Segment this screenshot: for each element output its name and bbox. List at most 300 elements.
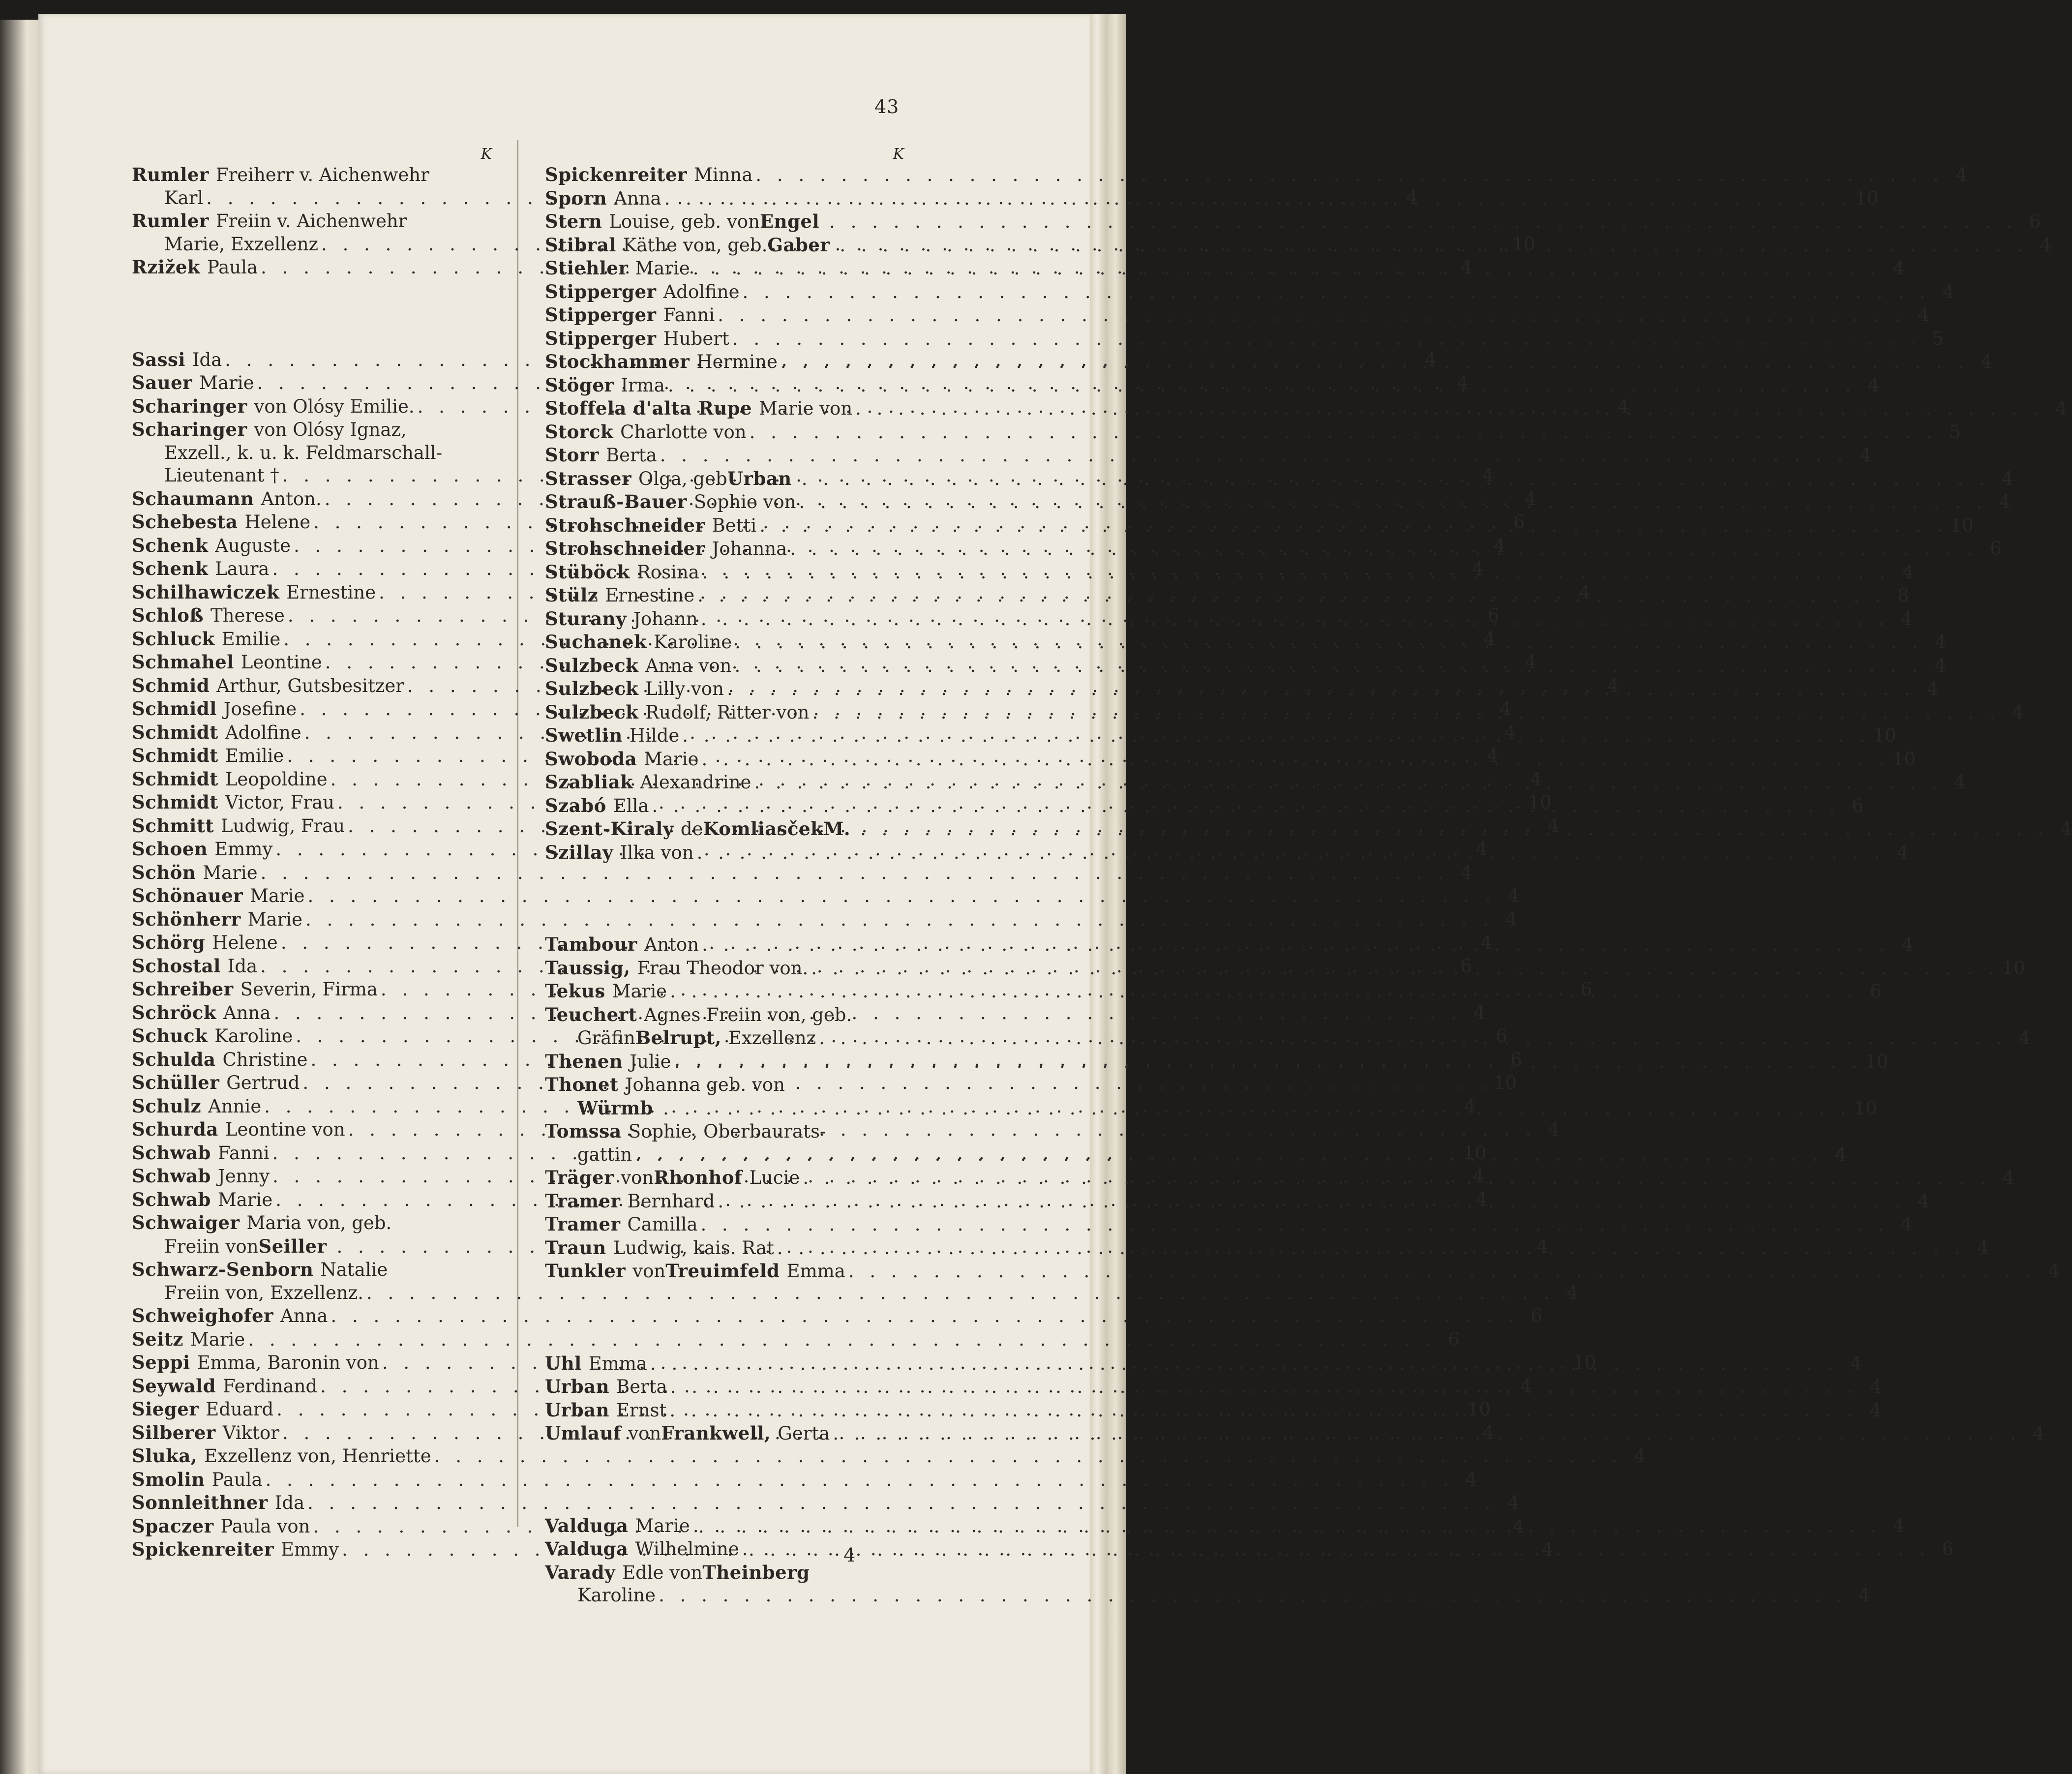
entry-amount: 10: [1892, 748, 1916, 770]
entry-surname: Schwab: [132, 1188, 211, 1210]
entry-amount: 4: [1504, 722, 1516, 743]
entry-given-name: Edle von: [622, 1562, 703, 1583]
entry-surname: Thenen: [545, 1050, 623, 1072]
register-entry: [132, 1491, 1519, 1515]
entry-amount: 4: [1892, 258, 1905, 279]
entry-amount: 4: [1860, 445, 1872, 466]
register-entry: [545, 561, 1914, 584]
entry-given-name: Wilhelmine: [635, 1538, 739, 1560]
entry-given-name: Ernestine: [605, 585, 695, 606]
entry-amount: 6: [1487, 605, 1500, 626]
leader-dots: [697, 842, 1885, 865]
entry-given-name: Olga, geb: [638, 468, 727, 489]
register-entry: [545, 584, 1909, 607]
entry-given-name: Laura: [215, 558, 270, 579]
entry-surname: Sulzbeck: [545, 701, 639, 723]
entry-amount: 4: [2001, 468, 2013, 489]
entry-amount: 4: [1955, 164, 1967, 185]
entry-given-name: Therese: [210, 605, 285, 626]
register-entry: [545, 467, 2013, 491]
entry-amount: 4: [1505, 908, 1517, 930]
leader-dots: [663, 1097, 1851, 1120]
entry-amount: 6: [1580, 979, 1592, 1000]
entry-surname: Stern: [545, 210, 602, 232]
entry-amount: 4: [1457, 372, 1469, 393]
leader-dots: [702, 748, 1890, 771]
leader-dots: [802, 468, 1990, 491]
page-edge-left: [0, 20, 44, 1774]
entry-amount: 10: [1493, 1072, 1517, 1093]
entry-surname: Szabó: [545, 794, 606, 816]
entry-surname: Strauß-Bauer: [545, 491, 687, 512]
entry-given-name: Ida: [274, 1492, 305, 1513]
entry-surname: Spickenreiter: [545, 164, 687, 185]
column-unit-header: K: [480, 146, 492, 163]
entry-name-bold: Frankwell,: [661, 1422, 771, 1444]
entry-given-name: Severin, Firma: [240, 979, 378, 1000]
entry-amount: 4: [1902, 561, 1914, 583]
entry-name-bold: Treuimfeld: [665, 1260, 780, 1282]
register-entry: [545, 1375, 1882, 1399]
leader-dots: [819, 1027, 2007, 1050]
entry-continuation: Karoline: [577, 1585, 656, 1606]
entry-amount: 4: [2048, 1261, 2060, 1282]
entry-name-bold: Gaber: [767, 234, 830, 256]
entry-name-bold: Seiller: [258, 1235, 327, 1257]
leader-dots: [812, 701, 2000, 724]
leader-dots: [682, 724, 1870, 748]
entry-given-name: Frau Theodor von.: [637, 957, 809, 979]
entry-given-name: Betti: [712, 514, 757, 536]
entry-given-name: Fanni: [217, 1142, 270, 1164]
entry-surname: Urban: [545, 1376, 610, 1397]
register-entry: [545, 1236, 1989, 1260]
entry-amount: 10: [1873, 725, 1896, 746]
register-entry: [545, 490, 2011, 514]
entry-continuation: Lieutenant †: [164, 465, 279, 486]
entry-surname: Schröck: [132, 1001, 216, 1023]
entry-surname: Seywald: [132, 1375, 216, 1397]
entry-name-bold: Belrupt,: [635, 1027, 721, 1049]
entry-surname: Sauer: [132, 372, 193, 393]
entry-surname: Schurda: [132, 1118, 218, 1140]
leader-dots: [732, 328, 1921, 351]
register-entry: [545, 1422, 2044, 1445]
entry-given-name: Sophie von: [693, 491, 796, 512]
entry-amount: 4: [1483, 628, 1495, 650]
entry-given-name: Johanna: [712, 538, 787, 559]
entry-continuation: Exzellenz: [728, 1027, 816, 1049]
entry-given-name: Arthur, Gutsbesitzer: [216, 675, 404, 696]
register-entry: [132, 1444, 1646, 1468]
entry-amount: 4: [1507, 885, 1520, 906]
entry-given-name: Anton: [644, 934, 699, 955]
entry-given-name: Ferdinand: [223, 1375, 318, 1397]
entry-amount: 4: [2003, 1167, 2014, 1188]
entry-given-name: Emma: [588, 1353, 647, 1374]
entry-surname: Szent-Kiraly: [545, 818, 674, 840]
entry-surname: Sturany: [545, 607, 627, 630]
entry-surname: Spickenreiter: [132, 1538, 274, 1560]
register-entry: [545, 1190, 1929, 1213]
entry-surname: Träger: [545, 1167, 614, 1188]
register-entry: [545, 1073, 1877, 1120]
entry-surname: Schwaiger: [132, 1212, 240, 1233]
register-entry: [545, 1514, 1905, 1538]
entry-given-name: Ernst: [616, 1399, 667, 1421]
leader-dots: [829, 210, 2017, 234]
entry-amount: 6: [1852, 795, 1864, 816]
leader-dots: [848, 1260, 2037, 1283]
entry-amount: 4: [1999, 491, 2011, 512]
register-entry: [545, 1050, 1889, 1074]
entry-surname: Schuck: [132, 1025, 208, 1047]
entry-amount: 4: [1513, 1515, 1525, 1537]
entry-given-name: Anna: [614, 187, 661, 209]
entry-amount: 10: [1467, 1399, 1491, 1420]
entry-amount: 4: [1634, 1445, 1646, 1467]
entry-amount: 4: [1482, 1422, 1494, 1443]
entry-given-name: Anton.: [261, 488, 322, 510]
entry-amount: 6: [1990, 538, 2002, 559]
right-entry-list: [545, 163, 2072, 1607]
entry-amount: 4: [1918, 304, 1929, 326]
entry-given-name: Adolfine: [225, 722, 301, 743]
entry-amount: 6: [1513, 511, 1525, 533]
entry-surname: Schön: [132, 861, 196, 883]
entry-amount: 4: [2019, 1027, 2031, 1049]
entry-amount: 4: [1482, 465, 1494, 486]
entry-amount: 4: [1900, 1214, 1913, 1235]
entry-given-name: Helene: [244, 511, 311, 533]
entry-given-name: Exzellenz von, Henriette: [204, 1445, 431, 1467]
register-entry: [545, 397, 2067, 421]
entry-surname: Schulz: [132, 1095, 202, 1117]
entry-surname: Valduga: [545, 1538, 629, 1560]
entry-surname: Stüböck: [545, 561, 630, 583]
entry-amount: 6: [1942, 1538, 1954, 1560]
register-entry: [545, 817, 2072, 841]
entry-amount: 4: [1902, 934, 1914, 955]
leader-dots: [659, 1584, 1847, 1607]
entry-surname: Schmidt: [132, 768, 218, 790]
leader-dots: [718, 304, 1906, 327]
entry-given-name: Hilde: [629, 725, 680, 746]
entry-given-name: Alexandrine: [640, 772, 751, 793]
entry-given-name: Minna: [693, 164, 753, 185]
entry-surname: Schönauer: [132, 885, 243, 906]
entry-surname: Sluka,: [132, 1445, 198, 1467]
leader-dots: [781, 351, 1969, 374]
entry-amount: 4: [1935, 631, 1947, 653]
entry-surname: Schmidt: [132, 745, 218, 766]
entry-amount: 10: [1865, 1051, 1889, 1072]
entry-surname: Uhl: [545, 1352, 582, 1374]
entry-given-name: Gertrud: [226, 1072, 300, 1093]
entry-amount: 4: [1579, 581, 1591, 603]
entry-given-name: Viktor: [222, 1422, 279, 1443]
entry-amount: 4: [1530, 768, 1542, 790]
entry-continuation: Freiin von, Exzellenz.: [164, 1282, 363, 1303]
leader-dots: [734, 655, 1922, 678]
entry-given-name: Leontine von: [225, 1119, 345, 1140]
entry-surname: Tramer: [545, 1213, 621, 1235]
leader-dots: [702, 561, 1891, 584]
entry-given-name: Victor, Frau: [225, 792, 334, 813]
entry-surname: Swetlin: [545, 724, 623, 746]
leader-dots: [697, 584, 1886, 607]
entry-given-name: Ella: [613, 795, 649, 816]
entry-amount: 4: [1926, 678, 1939, 699]
entry-given-name: Rudolf, Ritter von: [645, 701, 810, 723]
entry-given-name: Marie: [612, 981, 667, 1002]
register-entry: [545, 933, 1914, 957]
entry-amount: 6: [1510, 1049, 1523, 1070]
entry-amount: 4: [1835, 1143, 1847, 1165]
entry-surname: Schreiber: [132, 978, 234, 1000]
entry-given-name: Sophie, Oberbaurats-: [628, 1121, 826, 1142]
leader-dots: [670, 1376, 1859, 1399]
entry-given-name: Eduard: [206, 1399, 274, 1420]
register-entry: [132, 861, 1472, 885]
entry-given-name: Bernhard: [627, 1190, 715, 1212]
entry-surname: Schmahel: [132, 651, 234, 673]
entry-amount: 4: [1896, 842, 1909, 863]
entry-amount: 4: [1548, 815, 1560, 837]
entry-name-bold: Urban: [727, 467, 792, 489]
entry-surname: Schönherr: [132, 908, 241, 930]
entry-surname: Szillay: [545, 841, 613, 863]
leader-dots: [811, 957, 1999, 980]
entry-given-name: Camilla: [627, 1214, 698, 1235]
letter-section-gap: [545, 1283, 913, 1352]
entry-amount: 4: [1465, 1469, 1477, 1490]
entry-amount: 4: [1607, 675, 1619, 696]
entry-surname: Stockhammer: [545, 351, 690, 372]
leader-dots: [799, 491, 1987, 514]
entry-surname: Taussig,: [545, 957, 631, 979]
entry-amount: 4: [1980, 351, 1992, 372]
entry-surname: Schörg: [132, 932, 206, 953]
leader-dots: [833, 1422, 2021, 1445]
entry-amount: 4: [1900, 608, 1913, 630]
entry-amount: 4: [1520, 1375, 1532, 1397]
entry-amount: 6: [2029, 211, 2041, 232]
entry-amount: 10: [1512, 233, 1535, 255]
register-entry: [545, 444, 1872, 467]
entry-given-name: Ida: [227, 955, 258, 977]
entry-surname: Szabliak: [545, 771, 633, 793]
entry-given-name: Marie: [190, 1328, 245, 1350]
entry-surname: Schebesta: [132, 511, 238, 533]
entry-given-name: Marie: [635, 1515, 690, 1536]
entry-amount: 4: [2040, 234, 2051, 256]
leader-dots: [668, 374, 1856, 397]
entry-surname: Tekus: [545, 980, 605, 1002]
register-entry: [545, 374, 1880, 397]
entry-given-name: Johanna geb. von: [625, 1074, 785, 1095]
entry-given-name: Irma: [621, 374, 665, 396]
entry-amount: 10: [1950, 514, 1974, 536]
entry-given-name: Berta: [605, 445, 657, 466]
entry-surname: Scharinger: [132, 419, 247, 440]
entry-surname: Stülz: [545, 584, 599, 606]
entry-given-name: Marie: [250, 885, 305, 906]
leader-dots: [670, 980, 1858, 1003]
entry-surname: Tramer: [545, 1190, 621, 1212]
entry-continuation: Exzell., k. u. k. Feldmarschall-: [164, 442, 443, 463]
entry-given-name: Josefine: [223, 698, 297, 720]
entry-surname: Sassi: [132, 348, 185, 370]
entry-amount: 4: [1472, 558, 1484, 579]
leader-dots: [693, 257, 1881, 280]
entry-amount: 4: [2012, 701, 2024, 723]
entry-continuation: Freiin von: [164, 1235, 259, 1257]
entry-amount: 10: [1463, 1142, 1487, 1164]
register-entry: [545, 724, 1896, 748]
entry-given-name: Marie: [635, 258, 690, 279]
leader-dots: [727, 678, 1915, 701]
entry-surname: Swoboda: [545, 748, 637, 770]
leader-dots: [759, 514, 1948, 538]
register-entry: [545, 771, 1966, 794]
entry-amount: 4: [1867, 374, 1880, 396]
entry-amount: 4: [1859, 1585, 1870, 1606]
entry-surname: Schulda: [132, 1048, 216, 1070]
entry-surname: Rzižek: [132, 256, 201, 278]
entry-amount: 4: [1548, 1119, 1560, 1140]
entry-amount: 4: [1954, 772, 1966, 793]
register-entry: [545, 327, 1944, 351]
entry-amount: 4: [1536, 1235, 1548, 1257]
register-entry: [545, 210, 2041, 234]
leader-dots: [754, 771, 1942, 794]
entry-given-name: Emmy: [214, 839, 273, 860]
entry-amount: 4: [2060, 818, 2072, 840]
entry-name-suffix: Gerta: [778, 1423, 830, 1444]
entry-surname: Schenk: [132, 534, 209, 556]
entry-amount: 4: [1425, 349, 1437, 370]
entry-given-name: Ludwig, Frau: [221, 815, 345, 837]
entry-continuation: Karl: [164, 187, 204, 209]
entry-given-name: von Olósy Ignaz,: [254, 419, 407, 440]
entry-given-name: von: [621, 1167, 654, 1188]
register-entry: [545, 303, 1929, 327]
entry-surname: Rumler: [132, 164, 209, 185]
register-entry: [545, 1260, 2060, 1283]
entry-given-name: Hubert: [663, 328, 729, 349]
entry-amount: 4: [1942, 281, 1954, 302]
entry-given-name: Anna: [223, 1002, 271, 1023]
register-entry: [545, 748, 1916, 771]
entry-surname: Teuchert: [545, 1003, 637, 1025]
entry-surname: Smolin: [132, 1468, 205, 1490]
register-entry: [545, 654, 1946, 678]
leader-dots: [855, 397, 2043, 421]
register-entry: [545, 980, 1882, 1003]
entry-given-name: Paula: [207, 257, 258, 278]
register-entry: [132, 884, 1520, 908]
entry-surname: Sporn: [545, 187, 607, 209]
entry-amount: 10: [2002, 957, 2025, 979]
entry-surname: Schaumann: [132, 487, 254, 510]
entry-given-name: Christine: [222, 1049, 308, 1070]
entry-surname: Stiehler: [545, 257, 629, 279]
entry-given-name: Emilie: [221, 628, 281, 650]
leader-dots: [777, 1237, 1965, 1260]
entry-given-name: Ida: [192, 349, 222, 370]
page-number: 43: [874, 96, 900, 118]
entry-given-name: Käthe von, geb.: [623, 234, 768, 256]
entry-amount: 4: [1869, 1399, 1881, 1421]
entry-surname: Schoen: [132, 838, 208, 860]
entry-amount: 5: [1932, 328, 1944, 349]
entry-surname: Schluck: [132, 628, 215, 650]
entry-amount: 4: [1473, 1002, 1485, 1023]
entry-amount: 4: [1460, 257, 1472, 278]
entry-amount: 4: [1566, 1282, 1578, 1303]
entry-given-name: Charlotte von: [620, 421, 747, 443]
entry-amount: 4: [1542, 1539, 1554, 1560]
entry-given-name: von: [628, 1423, 661, 1444]
leader-dots: [860, 818, 2048, 841]
entry-surname: Thonet: [545, 1074, 619, 1095]
entry-surname: Tomssa: [545, 1120, 622, 1142]
register-entry: [545, 1537, 1954, 1561]
letter-section-gap: [132, 279, 501, 348]
entry-amount: 5: [1949, 421, 1961, 443]
entry-amount: 10: [1854, 1097, 1877, 1119]
register-entry: [545, 841, 1909, 865]
entry-continuation: Gräfin: [577, 1027, 635, 1049]
entry-given-name: Ernestine: [286, 581, 376, 603]
leader-dots: [790, 538, 1978, 561]
entry-surname: Strohschneider: [545, 514, 705, 536]
entry-amount: 4: [1475, 839, 1487, 860]
entry-amount: 6: [1531, 1305, 1542, 1326]
entry-amount: 10: [1573, 1352, 1596, 1373]
letter-section-gap: [545, 864, 913, 933]
entry-surname: Storck: [545, 421, 614, 443]
entry-surname: Urban: [545, 1399, 610, 1421]
register-entry: [545, 537, 2002, 561]
leader-dots: [735, 631, 1923, 654]
leader-dots: [742, 1538, 1930, 1561]
entry-amount: 4: [1494, 535, 1505, 556]
entry-surname: Sieger: [132, 1398, 199, 1420]
entry-surname: Varady: [545, 1561, 616, 1583]
entry-amount: 4: [1934, 655, 1946, 676]
entry-amount: 4: [1480, 932, 1493, 953]
entry-surname: Schmid: [132, 674, 210, 696]
register-entry: [545, 163, 1967, 187]
leader-dots: [693, 1515, 1881, 1538]
leader-dots: [742, 281, 1930, 304]
entry-given-name: von Olósy Emilie.: [254, 395, 415, 417]
register-entry: [132, 1328, 1460, 1352]
register-entry: [545, 701, 2024, 724]
entry-given-name: Karoline: [214, 1025, 293, 1047]
entry-given-name: Anna: [280, 1305, 328, 1326]
entry-given-name: Paula: [211, 1469, 263, 1490]
entry-given-name: Freiin v. Aichenwehr: [215, 210, 407, 232]
entry-amount: 4: [1472, 1166, 1484, 1187]
entry-given-name: Ludwig, kais. Rat: [613, 1237, 774, 1259]
entry-given-name: von: [632, 1261, 666, 1282]
entry-continuation: gattin: [577, 1143, 632, 1165]
entry-given-name: Marie: [199, 372, 254, 393]
entry-given-name: Jenny: [217, 1166, 270, 1187]
